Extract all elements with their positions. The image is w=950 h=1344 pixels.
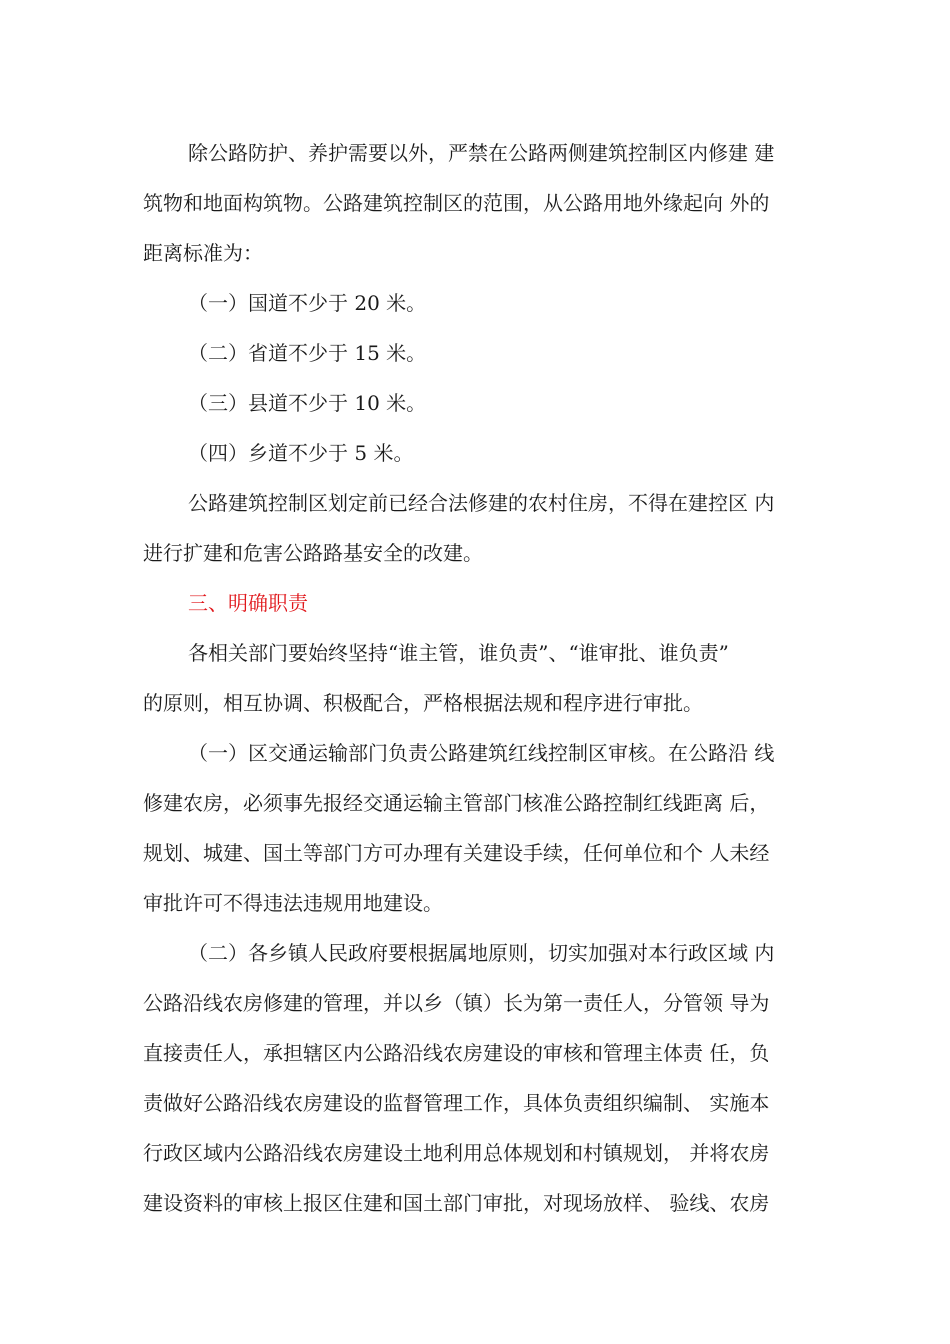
paragraph-line: 直接责任人，承担辖区内公路沿线农房建设的审核和管理主体责 任，负 [143,1041,770,1065]
paragraph-line: 修建农房，必须事先报经交通运输主管部门核准公路控制红线距离 后， [143,791,770,815]
list-item: （三）县道不少于 10 米。 [188,391,427,415]
list-item: （二）省道不少于 15 米。 [188,341,427,365]
paragraph-line: 责做好公路沿线农房建设的监督管理工作，具体负责组织编制、 实施本 [143,1091,770,1115]
paragraph-line: 建设资料的审核上报区住建和国土部门审批，对现场放样、 验线、农房 [143,1191,770,1215]
paragraph-line: 行政区域内公路沿线农房建设土地利用总体规划和村镇规划， 并将农房 [143,1141,770,1165]
paragraph-line: 除公路防护、养护需要以外，严禁在公路两侧建筑控制区内修建 建 [188,141,775,165]
paragraph-line: 进行扩建和危害公路路基安全的改建。 [143,541,483,565]
paragraph-line: （一）区交通运输部门负责公路建筑红线控制区审核。在公路沿 线 [188,741,775,765]
paragraph-line: 筑物和地面构筑物。公路建筑控制区的范围，从公路用地外缘起向 外的 [143,191,770,215]
section-heading: 三、明确职责 [188,591,308,615]
paragraph-line: 公路沿线农房修建的管理，并以乡（镇）长为第一责任人，分管领 导为 [143,991,770,1015]
paragraph-line: 的原则，相互协调、积极配合，严格根据法规和程序进行审批。 [143,691,703,715]
list-item: （四）乡道不少于 5 米。 [188,441,414,465]
paragraph-line: 各相关部门要始终坚持“谁主管，谁负责”、“谁审批、谁负责” [188,641,729,665]
paragraph-line: 规划、城建、国土等部门方可办理有关建设手续，任何单位和个 人未经 [143,841,770,865]
paragraph-line: 公路建筑控制区划定前已经合法修建的农村住房，不得在建控区 内 [188,491,775,515]
paragraph-line: 审批许可不得违法违规用地建设。 [143,891,443,915]
paragraph-line: （二）各乡镇人民政府要根据属地原则，切实加强对本行政区域 内 [188,941,775,965]
list-item: （一）国道不少于 20 米。 [188,291,427,315]
paragraph-line: 距离标准为： [143,241,263,265]
